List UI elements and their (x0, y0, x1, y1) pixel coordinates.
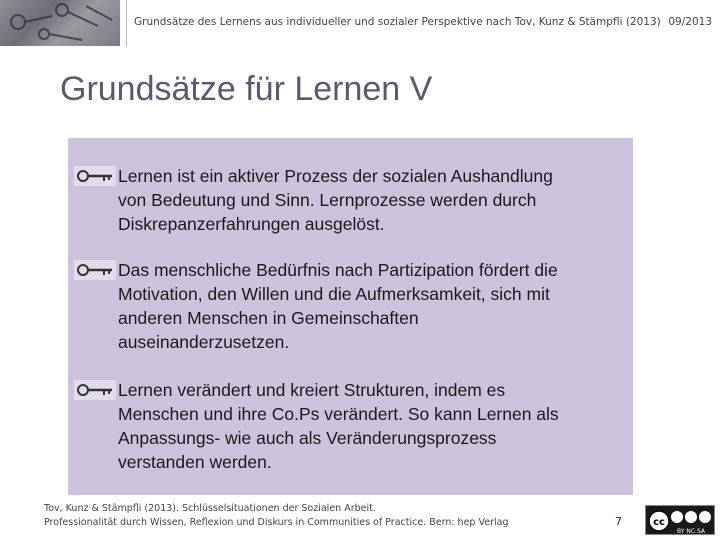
page-number: 7 (615, 515, 622, 528)
key-icon (74, 380, 116, 400)
svg-text:cc: cc (653, 517, 665, 528)
bullet-text: Lernen ist ein aktiver Prozess der sozialen Aushandlung von Bedeutung und Sinn. Lernprozesse werden durch Diskrepanzerfahrungen ausgelöst. (118, 166, 553, 234)
footer-citation: Tov, Kunz & Stämpfli (2013). Schlüsselsituationen der Sozialen Arbeit. Professionalität durch Wissen, Reflexion und Diskurs in Communities of Practice. Bern: hep Verlag (44, 503, 509, 528)
creative-commons-icon[interactable] (645, 505, 715, 535)
header-divider (126, 0, 127, 46)
license-badge-text: BY NC SA (677, 528, 705, 535)
content-box (68, 138, 633, 495)
slide-title: Grundsätze für Lernen V (60, 70, 433, 108)
key-icon (74, 260, 116, 280)
bullet-text: Das menschliche Bedürfnis nach Partizipation fördert die Motivation, den Willen und die Aufmerksamkeit, sich mit anderen Menschen in Gemeinschaften auseinanderzusetzen. (118, 260, 558, 352)
header-title: Grundsätze des Lernens aus individueller und sozialer Perspektive nach Tov, Kunz & Stämpfli (2013) (134, 16, 661, 28)
bullet-text: Lernen verändert und kreiert Strukturen, indem es Menschen und ihre Co.Ps verändert. So kann Lernen als Anpassungs- wie auch als Veränderungsprozess verstanden werden. (118, 380, 559, 472)
key-icon (74, 166, 116, 186)
header-keys-image (0, 0, 120, 46)
header-date: 09/2013 (668, 16, 712, 28)
